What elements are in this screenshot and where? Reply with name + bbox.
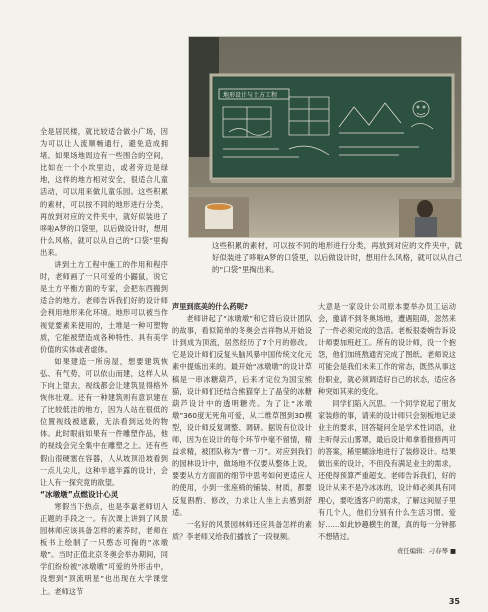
paragraph: 声里到底美的什么药呢? — [172, 302, 249, 311]
classroom-photo — [188, 36, 462, 238]
paragraph: 一名好的风景园林师还应具备怎样的素质？李老师又给我们播放了一段视频。 — [172, 519, 312, 541]
chalkboard-title: 地形设计与土方工程 — [223, 92, 278, 99]
page-number: 35 — [448, 597, 460, 606]
section-heading: “冰墩墩”点燃设计心灵 — [40, 489, 119, 499]
left-column — [40, 126, 168, 598]
paragraph: 寒假当下热点，也是李嘉老师切入正题的手段之一。有次课上讲到了风景园林师应该具备怎样的素养时，老师在板书上绘制了一只憨态可掬的“冰墩墩”。当时正值北京冬奥会举办期间，同学们纷纷被“冰墩墩”可爱的外形击中，没想到“顶流明星”也出现在大学课堂上。老师这节 — [40, 501, 168, 596]
paragraph: 老师讲起了“冰墩墩”和它背后设计团队的故事，看似简单的冬奥会吉祥物从开始设计到成为顶流，居然经历了7个月的修改。它是设计师们反复头脑风暴中国传统文化元素中提炼出来的。最开始“冰墩墩”的设计草稿是一串冰糖葫芦，后来才定位为国宝熊猫，设计师们还结合熊猫穿上了晶莹的冰糖葫芦设计中的透明糖壳。为了让“冰墩墩”360度无死角可爱，从二维草图到3D模型，设计师反复调整、调研。据说有位设计师，因为在设计的每个环节中毫不留情，精益求精，被团队称为“曹一刀”。对应到我们的园林设计中，做场地不仅要从整体上说，要要从方方面面的细节中思考如何更适应人的使用，小到一张座椅的铺装、材质，都要反复斟酌、修改，力求让人坐上去感到舒适。 — [172, 314, 312, 517]
photo-caption: 这些积累的素材，可以按不同的地形进行分类，再放到对应的文件夹中，就好似装进了哆啦A梦的口袋里，以后做设计时，想用什么风格，就可以从自己的“口袋”里掏出来。 — [212, 241, 462, 274]
paragraph: 如果建造一所房屋，想要建筑恢弘、有气势，可以依山而建，这样人从下向上望去，视线都会让建筑显得格外恢伟壮观。还有一种建筑则有意识建在了比较低洼的地方，因为人站在很低的位置视线被遮蔽，无法看到远处的物体。此时眼前如果有一件雕塑作品，他的视线会完全集中在雕塑之上。还有些假山很硬塞在容器，人从坡顶沿坡看到一点儿尖儿，这种半遮半露的设计，会让人有一探究竟的欲望。 — [40, 356, 168, 487]
right-column — [318, 301, 456, 557]
paragraph: 全是居民楼，就比较适合做小广场，因为可以让人流顺畅通行，避免造成拥堵。如果场地周边有一些围合的空间，比如在一个小坎里边，或者旁边是绿地，这样的地方相对安全，很适合儿童活动，可以用来做儿童乐园。这些积累的素材，可以按不同的地形进行分类，再放到对应的文件夹中，就好似装进了哆啦A梦的口袋里，以后做设计时，想用什么风格，就可以从自己的“口袋”里掏出来。 — [40, 127, 168, 257]
paragraph: 大意是一家设计公司原本要举办员工运动会，邀请不到冬奥场地，遭遇阻碍，忽然来了一件必须完成的急活。老板很委婉告诉设计师要加班赶工。所有的设计师，没一个抱怨，他们加班熬通宵完成了图纸。老师说这可能会是我们未来工作的常态，既然从事这份职业，就必须调适好自己的状态，适应各种突如其来的变化。 — [318, 302, 456, 396]
classroom-photo-graphic — [189, 37, 461, 237]
paragraph: 讲到土方工程中施工的作用和程序时，老师画了一只可爱的小鼹鼠，说它是土方平衡方面的专家，会把东西搬到适合的地方。老师告诉我们好的设计师会利用地形来化环境。地形可以被当作视觉要素来使用的，土堆是一种可塑物质，它能被塑造成各种特性、具有美学价值的实体或者虚体。 — [40, 260, 168, 354]
paragraph: 同学们陷入沉思。一个同学说起了朋友家装修的事，请来的设计师只会刻板地记录业主的要求，回答疑问全是学术性词语，业主听得云山雾罩，最后设计师拿着报修两可的答案，稀里糊涂地进行了装修设计。结果做出来的设计，不但没有满足业主的需求，还使得预算严重超支。老师告诉我们，好的设计从来不是冷冰冰的，设计师必须具有同理心，要吃透客户的需求，了解这间屋子里有几个人，他们分别有什么生活习惯、爱好……如此妙趣横生的课，真的每一分钟都不想错过。 — [318, 398, 456, 541]
middle-column — [172, 301, 312, 543]
editor-credit: 责任编辑：刁春琴 ■ — [318, 545, 456, 557]
